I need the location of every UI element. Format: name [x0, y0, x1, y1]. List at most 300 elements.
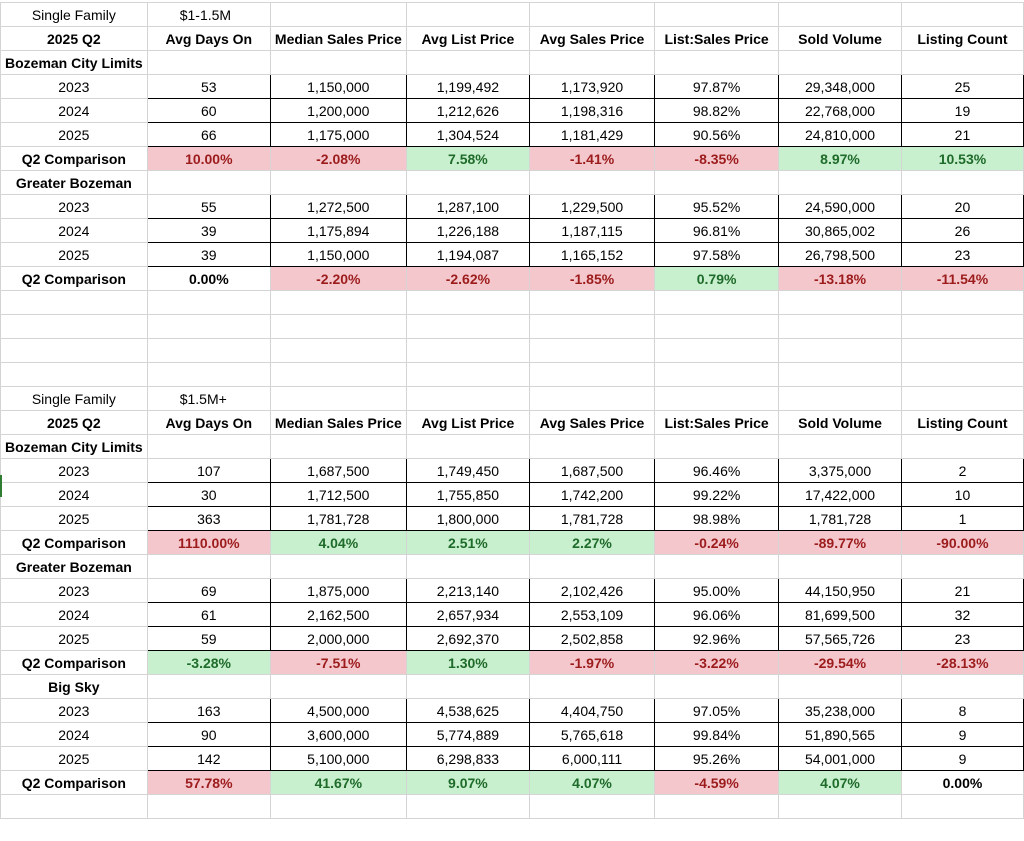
data-cell[interactable]: 17,422,000: [779, 483, 902, 507]
empty-cell[interactable]: [779, 51, 902, 75]
comparison-cell[interactable]: 57.78%: [147, 771, 270, 795]
empty-cell[interactable]: [147, 675, 270, 699]
data-cell[interactable]: 2,692,370: [406, 627, 529, 651]
table-row: [1, 723, 1024, 747]
year-cell[interactable]: 2023: [1, 579, 148, 603]
data-cell[interactable]: 363: [147, 507, 270, 531]
data-cell[interactable]: 25: [901, 75, 1023, 99]
empty-cell[interactable]: [1, 339, 148, 363]
empty-cell[interactable]: [270, 363, 406, 387]
data-cell[interactable]: 90.56%: [655, 123, 779, 147]
column-header[interactable]: Sold Volume: [779, 411, 902, 435]
empty-cell[interactable]: [530, 795, 655, 819]
empty-cell[interactable]: [406, 363, 529, 387]
empty-cell[interactable]: [406, 3, 529, 27]
empty-cell[interactable]: [901, 51, 1023, 75]
empty-cell[interactable]: [147, 291, 270, 315]
empty-cell[interactable]: [270, 795, 406, 819]
empty-cell[interactable]: [530, 675, 655, 699]
comparison-row: [1, 267, 1024, 291]
empty-cell[interactable]: [406, 291, 529, 315]
data-cell[interactable]: 23: [901, 627, 1023, 651]
region-name[interactable]: Bozeman City Limits: [1, 51, 148, 75]
empty-cell[interactable]: [655, 339, 779, 363]
data-cell[interactable]: 99.84%: [655, 723, 779, 747]
data-cell[interactable]: 5,765,618: [530, 723, 655, 747]
header-row: [1, 27, 1024, 51]
empty-cell[interactable]: [901, 315, 1023, 339]
empty-cell[interactable]: [147, 51, 270, 75]
data-cell[interactable]: 53: [147, 75, 270, 99]
data-cell[interactable]: 9: [901, 747, 1023, 771]
data-cell[interactable]: 39: [147, 219, 270, 243]
price-range-label[interactable]: $1-1.5M: [147, 3, 270, 27]
empty-cell[interactable]: [406, 435, 529, 459]
data-cell[interactable]: 95.52%: [655, 195, 779, 219]
empty-cell[interactable]: [655, 555, 779, 579]
empty-cell[interactable]: [270, 435, 406, 459]
data-cell[interactable]: 1,194,087: [406, 243, 529, 267]
empty-cell[interactable]: [530, 435, 655, 459]
table-body: [1, 3, 1024, 819]
data-cell[interactable]: 1,687,500: [530, 459, 655, 483]
empty-cell[interactable]: [406, 387, 529, 411]
data-cell[interactable]: 55: [147, 195, 270, 219]
comparison-cell[interactable]: 4.07%: [530, 771, 655, 795]
empty-cell[interactable]: [530, 387, 655, 411]
empty-cell[interactable]: [147, 315, 270, 339]
comparison-cell[interactable]: -2.08%: [270, 147, 406, 171]
empty-cell[interactable]: [270, 291, 406, 315]
property-type-label[interactable]: Single Family: [1, 3, 148, 27]
data-cell[interactable]: 1,229,500: [530, 195, 655, 219]
comparison-cell[interactable]: -13.18%: [779, 267, 902, 291]
data-cell[interactable]: 3,375,000: [779, 459, 902, 483]
empty-cell[interactable]: [779, 795, 902, 819]
comparison-cell[interactable]: 10.53%: [901, 147, 1023, 171]
year-cell[interactable]: 2023: [1, 459, 148, 483]
data-cell[interactable]: 5,774,889: [406, 723, 529, 747]
data-cell[interactable]: 1,272,500: [270, 195, 406, 219]
comparison-cell[interactable]: 7.58%: [406, 147, 529, 171]
cell-cursor-marker: [0, 475, 2, 497]
empty-cell[interactable]: [406, 675, 529, 699]
column-header[interactable]: 2025 Q2: [1, 27, 148, 51]
empty-cell[interactable]: [901, 435, 1023, 459]
year-cell[interactable]: 2025: [1, 747, 148, 771]
data-cell[interactable]: 6,298,833: [406, 747, 529, 771]
data-cell[interactable]: 21: [901, 123, 1023, 147]
data-cell[interactable]: 1,175,894: [270, 219, 406, 243]
empty-cell[interactable]: [530, 339, 655, 363]
data-cell[interactable]: 1,199,492: [406, 75, 529, 99]
year-cell[interactable]: 2024: [1, 99, 148, 123]
section-title-row: [1, 387, 1024, 411]
comparison-cell[interactable]: 0.00%: [901, 771, 1023, 795]
empty-cell[interactable]: [270, 51, 406, 75]
comparison-cell[interactable]: 10.00%: [147, 147, 270, 171]
data-cell[interactable]: 1,200,000: [270, 99, 406, 123]
data-cell[interactable]: 5,100,000: [270, 747, 406, 771]
comparison-cell[interactable]: 4.07%: [779, 771, 902, 795]
table-row: [1, 699, 1024, 723]
empty-cell[interactable]: [147, 795, 270, 819]
empty-cell[interactable]: [779, 555, 902, 579]
comparison-cell[interactable]: 8.97%: [779, 147, 902, 171]
empty-cell[interactable]: [530, 3, 655, 27]
empty-cell[interactable]: [655, 291, 779, 315]
empty-cell[interactable]: [901, 387, 1023, 411]
data-cell[interactable]: 4,500,000: [270, 699, 406, 723]
data-cell[interactable]: 44,150,950: [779, 579, 902, 603]
empty-cell[interactable]: [901, 3, 1023, 27]
data-cell[interactable]: 90: [147, 723, 270, 747]
empty-cell[interactable]: [270, 675, 406, 699]
comparison-label[interactable]: Q2 Comparison: [1, 267, 148, 291]
data-cell[interactable]: 30,865,002: [779, 219, 902, 243]
data-cell[interactable]: 1,181,429: [530, 123, 655, 147]
year-cell[interactable]: 2024: [1, 219, 148, 243]
empty-cell[interactable]: [1, 315, 148, 339]
empty-cell[interactable]: [1, 291, 148, 315]
empty-cell[interactable]: [901, 675, 1023, 699]
comparison-cell[interactable]: -2.62%: [406, 267, 529, 291]
data-cell[interactable]: 30: [147, 483, 270, 507]
empty-cell[interactable]: [655, 315, 779, 339]
comparison-cell[interactable]: -3.22%: [655, 651, 779, 675]
empty-cell[interactable]: [1, 795, 148, 819]
data-cell[interactable]: 57,565,726: [779, 627, 902, 651]
data-cell[interactable]: 2,502,858: [530, 627, 655, 651]
data-cell[interactable]: 96.06%: [655, 603, 779, 627]
year-cell[interactable]: 2025: [1, 507, 148, 531]
data-cell[interactable]: 1,187,115: [530, 219, 655, 243]
data-cell[interactable]: 163: [147, 699, 270, 723]
empty-cell[interactable]: [901, 291, 1023, 315]
empty-cell[interactable]: [270, 3, 406, 27]
comparison-cell[interactable]: 9.07%: [406, 771, 529, 795]
market-stats-table: [0, 2, 1024, 819]
column-header[interactable]: Avg List Price: [406, 27, 529, 51]
empty-cell[interactable]: [779, 315, 902, 339]
year-cell[interactable]: 2024: [1, 723, 148, 747]
comparison-cell[interactable]: 2.27%: [530, 531, 655, 555]
region-name[interactable]: Bozeman City Limits: [1, 435, 148, 459]
data-cell[interactable]: 19: [901, 99, 1023, 123]
blank-row: [1, 315, 1024, 339]
empty-cell[interactable]: [655, 435, 779, 459]
comparison-cell[interactable]: 1.30%: [406, 651, 529, 675]
data-cell[interactable]: 1,749,450: [406, 459, 529, 483]
data-cell[interactable]: 1,687,500: [270, 459, 406, 483]
data-cell[interactable]: 1,742,200: [530, 483, 655, 507]
comparison-cell[interactable]: -29.54%: [779, 651, 902, 675]
empty-cell[interactable]: [779, 291, 902, 315]
empty-cell[interactable]: [530, 51, 655, 75]
empty-cell[interactable]: [147, 339, 270, 363]
empty-cell[interactable]: [655, 387, 779, 411]
empty-cell[interactable]: [147, 435, 270, 459]
column-header[interactable]: Median Sales Price: [270, 411, 406, 435]
table-row: [1, 483, 1024, 507]
empty-cell[interactable]: [779, 435, 902, 459]
comparison-cell[interactable]: -11.54%: [901, 267, 1023, 291]
comparison-cell[interactable]: -4.59%: [655, 771, 779, 795]
comparison-cell[interactable]: 0.79%: [655, 267, 779, 291]
year-cell[interactable]: 2025: [1, 243, 148, 267]
data-cell[interactable]: 20: [901, 195, 1023, 219]
empty-cell[interactable]: [655, 795, 779, 819]
comparison-cell[interactable]: -90.00%: [901, 531, 1023, 555]
empty-cell[interactable]: [406, 795, 529, 819]
property-type-label[interactable]: Single Family: [1, 387, 148, 411]
comparison-cell[interactable]: -1.97%: [530, 651, 655, 675]
table-row: [1, 99, 1024, 123]
empty-cell[interactable]: [270, 315, 406, 339]
data-cell[interactable]: 1,304,524: [406, 123, 529, 147]
price-range-label[interactable]: $1.5M+: [147, 387, 270, 411]
comparison-label[interactable]: Q2 Comparison: [1, 771, 148, 795]
empty-cell[interactable]: [655, 363, 779, 387]
year-cell[interactable]: 2024: [1, 603, 148, 627]
year-cell[interactable]: 2025: [1, 627, 148, 651]
data-cell[interactable]: 61: [147, 603, 270, 627]
comparison-cell[interactable]: -2.20%: [270, 267, 406, 291]
data-cell[interactable]: 96.46%: [655, 459, 779, 483]
table-row: [1, 75, 1024, 99]
data-cell[interactable]: 2,162,500: [270, 603, 406, 627]
empty-cell[interactable]: [406, 339, 529, 363]
data-cell[interactable]: 1,800,000: [406, 507, 529, 531]
comparison-cell[interactable]: -8.35%: [655, 147, 779, 171]
empty-cell[interactable]: [655, 171, 779, 195]
comparison-cell[interactable]: 1110.00%: [147, 531, 270, 555]
data-cell[interactable]: 9: [901, 723, 1023, 747]
data-cell[interactable]: 4,404,750: [530, 699, 655, 723]
data-cell[interactable]: 97.58%: [655, 243, 779, 267]
data-cell[interactable]: 97.05%: [655, 699, 779, 723]
table-row: [1, 747, 1024, 771]
data-cell[interactable]: 66: [147, 123, 270, 147]
empty-cell[interactable]: [901, 555, 1023, 579]
empty-cell[interactable]: [530, 363, 655, 387]
data-cell[interactable]: 1,781,728: [270, 507, 406, 531]
region-name[interactable]: Greater Bozeman: [1, 171, 148, 195]
comparison-cell[interactable]: 0.00%: [147, 267, 270, 291]
data-cell[interactable]: 1,287,100: [406, 195, 529, 219]
empty-cell[interactable]: [147, 171, 270, 195]
empty-cell[interactable]: [779, 3, 902, 27]
comparison-cell[interactable]: -7.51%: [270, 651, 406, 675]
comparison-cell[interactable]: -1.85%: [530, 267, 655, 291]
data-cell[interactable]: 39: [147, 243, 270, 267]
comparison-cell[interactable]: -89.77%: [779, 531, 902, 555]
data-cell[interactable]: 22,768,000: [779, 99, 902, 123]
empty-cell[interactable]: [901, 339, 1023, 363]
empty-cell[interactable]: [901, 795, 1023, 819]
data-cell[interactable]: 1,226,188: [406, 219, 529, 243]
data-cell[interactable]: 60: [147, 99, 270, 123]
data-cell[interactable]: 35,238,000: [779, 699, 902, 723]
blank-row: [1, 339, 1024, 363]
table-row: [1, 123, 1024, 147]
empty-cell[interactable]: [270, 171, 406, 195]
data-cell[interactable]: 1,150,000: [270, 243, 406, 267]
column-header[interactable]: Avg Days On: [147, 27, 270, 51]
data-cell[interactable]: 2,553,109: [530, 603, 655, 627]
year-cell[interactable]: 2023: [1, 75, 148, 99]
empty-cell[interactable]: [779, 363, 902, 387]
empty-cell[interactable]: [270, 339, 406, 363]
region-name[interactable]: Greater Bozeman: [1, 555, 148, 579]
comparison-label[interactable]: Q2 Comparison: [1, 531, 148, 555]
data-cell[interactable]: 26,798,500: [779, 243, 902, 267]
empty-cell[interactable]: [779, 171, 902, 195]
data-cell[interactable]: 98.82%: [655, 99, 779, 123]
empty-cell[interactable]: [901, 171, 1023, 195]
empty-cell[interactable]: [530, 555, 655, 579]
data-cell[interactable]: 69: [147, 579, 270, 603]
table-row: [1, 603, 1024, 627]
data-cell[interactable]: 1,875,000: [270, 579, 406, 603]
column-header[interactable]: Avg Sales Price: [530, 27, 655, 51]
section-title-row: [1, 3, 1024, 27]
comparison-cell[interactable]: -3.28%: [147, 651, 270, 675]
data-cell[interactable]: 2,102,426: [530, 579, 655, 603]
comparison-row: [1, 531, 1024, 555]
data-cell[interactable]: 1,150,000: [270, 75, 406, 99]
empty-cell[interactable]: [270, 555, 406, 579]
empty-cell[interactable]: [779, 387, 902, 411]
empty-cell[interactable]: [655, 675, 779, 699]
data-cell[interactable]: 21: [901, 579, 1023, 603]
data-cell[interactable]: 142: [147, 747, 270, 771]
empty-cell[interactable]: [406, 51, 529, 75]
column-header[interactable]: Sold Volume: [779, 27, 902, 51]
comparison-label[interactable]: Q2 Comparison: [1, 651, 148, 675]
empty-cell[interactable]: [779, 675, 902, 699]
data-cell[interactable]: 32: [901, 603, 1023, 627]
empty-cell[interactable]: [530, 315, 655, 339]
empty-cell[interactable]: [530, 291, 655, 315]
data-cell[interactable]: 2,000,000: [270, 627, 406, 651]
data-cell[interactable]: 92.96%: [655, 627, 779, 651]
comparison-row: [1, 771, 1024, 795]
data-cell[interactable]: 8: [901, 699, 1023, 723]
region-name[interactable]: Big Sky: [1, 675, 148, 699]
comparison-cell[interactable]: 4.04%: [270, 531, 406, 555]
comparison-cell[interactable]: -1.41%: [530, 147, 655, 171]
comparison-cell[interactable]: 41.67%: [270, 771, 406, 795]
data-cell[interactable]: 1,212,626: [406, 99, 529, 123]
data-cell[interactable]: 3,600,000: [270, 723, 406, 747]
empty-cell[interactable]: [147, 363, 270, 387]
data-cell[interactable]: 1,173,920: [530, 75, 655, 99]
table-row: [1, 579, 1024, 603]
column-header[interactable]: Listing Count: [901, 411, 1023, 435]
comparison-row: [1, 651, 1024, 675]
data-cell[interactable]: 81,699,500: [779, 603, 902, 627]
group-title-row: [1, 171, 1024, 195]
data-cell[interactable]: 23: [901, 243, 1023, 267]
data-cell[interactable]: 10: [901, 483, 1023, 507]
column-header[interactable]: Avg List Price: [406, 411, 529, 435]
empty-cell[interactable]: [147, 555, 270, 579]
year-cell[interactable]: 2023: [1, 195, 148, 219]
empty-cell[interactable]: [406, 315, 529, 339]
column-header[interactable]: Listing Count: [901, 27, 1023, 51]
data-cell[interactable]: 54,001,000: [779, 747, 902, 771]
group-title-row: [1, 675, 1024, 699]
table-row: [1, 219, 1024, 243]
data-cell[interactable]: 1,755,850: [406, 483, 529, 507]
empty-cell[interactable]: [270, 387, 406, 411]
year-cell[interactable]: 2024: [1, 483, 148, 507]
data-cell[interactable]: 1,781,728: [530, 507, 655, 531]
data-cell[interactable]: 2,657,934: [406, 603, 529, 627]
empty-cell[interactable]: [901, 363, 1023, 387]
data-cell[interactable]: 1,175,000: [270, 123, 406, 147]
group-title-row: [1, 435, 1024, 459]
data-cell[interactable]: 107: [147, 459, 270, 483]
data-cell[interactable]: 1,712,500: [270, 483, 406, 507]
column-header[interactable]: 2025 Q2: [1, 411, 148, 435]
data-cell[interactable]: 59: [147, 627, 270, 651]
column-header[interactable]: List:Sales Price: [655, 411, 779, 435]
data-cell[interactable]: 95.00%: [655, 579, 779, 603]
blank-row: [1, 795, 1024, 819]
blank-row: [1, 363, 1024, 387]
empty-cell[interactable]: [779, 339, 902, 363]
comparison-cell[interactable]: -0.24%: [655, 531, 779, 555]
data-cell[interactable]: 29,348,000: [779, 75, 902, 99]
data-cell[interactable]: 1: [901, 507, 1023, 531]
comparison-cell[interactable]: 2.51%: [406, 531, 529, 555]
data-cell[interactable]: 51,890,565: [779, 723, 902, 747]
data-cell[interactable]: 97.87%: [655, 75, 779, 99]
empty-cell[interactable]: [655, 3, 779, 27]
empty-cell[interactable]: [406, 171, 529, 195]
data-cell[interactable]: 96.81%: [655, 219, 779, 243]
comparison-cell[interactable]: -28.13%: [901, 651, 1023, 675]
data-cell[interactable]: 98.98%: [655, 507, 779, 531]
data-cell[interactable]: 99.22%: [655, 483, 779, 507]
data-cell[interactable]: 24,590,000: [779, 195, 902, 219]
data-cell[interactable]: 24,810,000: [779, 123, 902, 147]
data-cell[interactable]: 95.26%: [655, 747, 779, 771]
empty-cell[interactable]: [655, 51, 779, 75]
data-cell[interactable]: 1,781,728: [779, 507, 902, 531]
column-header[interactable]: List:Sales Price: [655, 27, 779, 51]
year-cell[interactable]: 2025: [1, 123, 148, 147]
data-cell[interactable]: 2,213,140: [406, 579, 529, 603]
data-cell[interactable]: 2: [901, 459, 1023, 483]
data-cell[interactable]: 6,000,111: [530, 747, 655, 771]
empty-cell[interactable]: [530, 171, 655, 195]
column-header[interactable]: Median Sales Price: [270, 27, 406, 51]
data-cell[interactable]: 26: [901, 219, 1023, 243]
comparison-label[interactable]: Q2 Comparison: [1, 147, 148, 171]
column-header[interactable]: Avg Days On: [147, 411, 270, 435]
blank-row: [1, 291, 1024, 315]
data-cell[interactable]: 1,165,152: [530, 243, 655, 267]
data-cell[interactable]: 1,198,316: [530, 99, 655, 123]
column-header[interactable]: Avg Sales Price: [530, 411, 655, 435]
empty-cell[interactable]: [406, 555, 529, 579]
year-cell[interactable]: 2023: [1, 699, 148, 723]
empty-cell[interactable]: [1, 363, 148, 387]
data-cell[interactable]: 4,538,625: [406, 699, 529, 723]
